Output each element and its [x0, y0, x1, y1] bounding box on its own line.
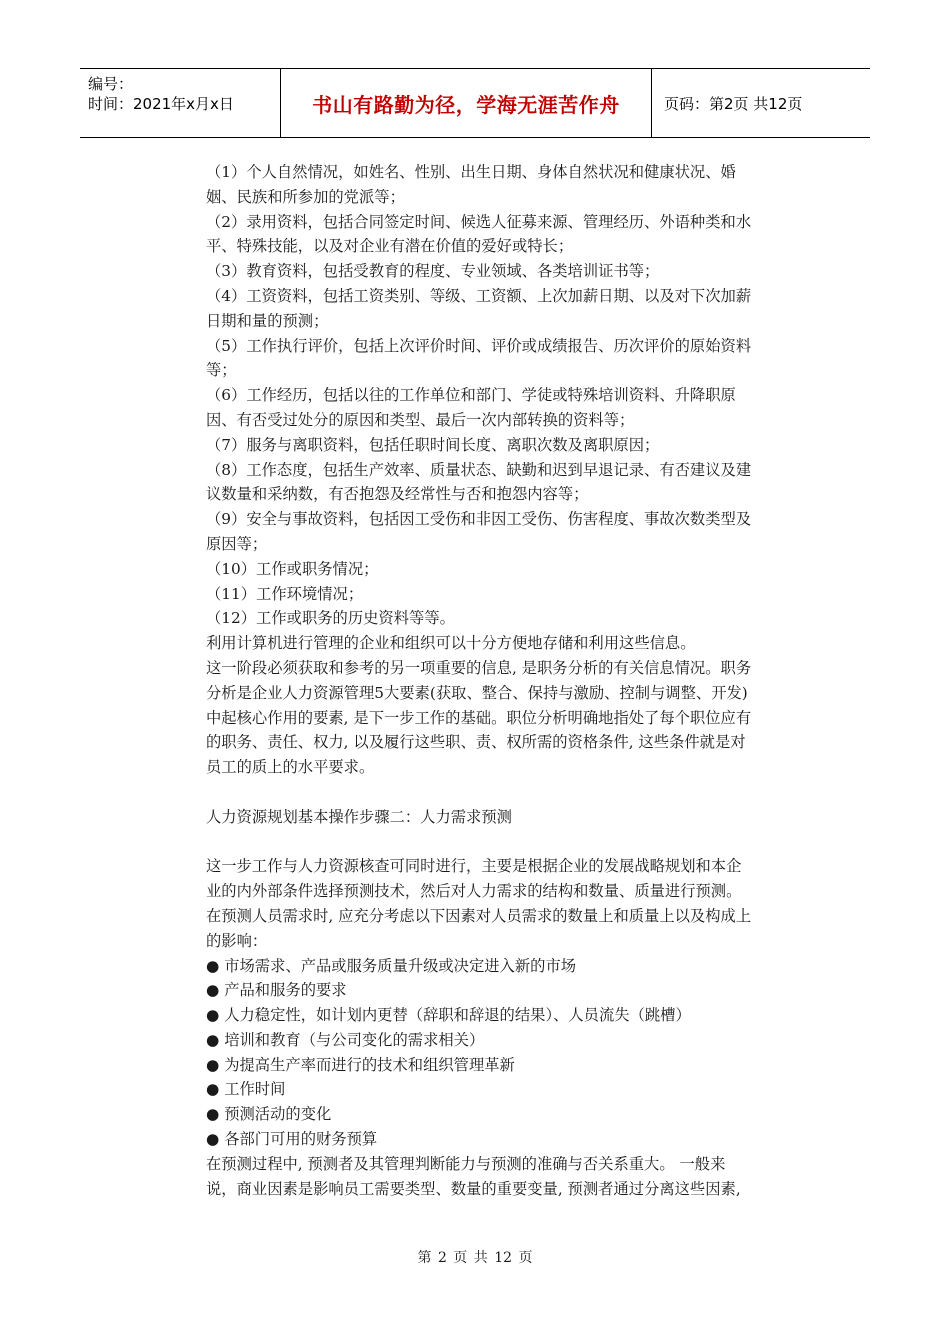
- text-line: 的影响：: [206, 931, 268, 950]
- bullet-line: ● 为提高生产率而进行的技术和组织管理革新: [206, 1055, 515, 1074]
- text-line: 说，商业因素是影响员工需要类型、数量的重要变量, 预测者通过分离这些因素,: [206, 1179, 741, 1198]
- text-line: 因、有否受过处分的原因和类型、最后一次内部转换的资料等；: [206, 410, 635, 429]
- text-line: 中起核心作用的要素, 是下一步工作的基础。职位分析明确地指处了每个职位应有: [206, 708, 752, 727]
- text-line: 日期和量的预测；: [206, 311, 329, 330]
- text-line: 在预测过程中, 预测者及其管理判断能力与预测的准确与否关系重大。 一般来: [206, 1154, 726, 1173]
- bullet-line: ● 市场需求、产品或服务质量升级或决定进入新的市场: [206, 956, 577, 975]
- blank-line: [206, 780, 806, 805]
- text-line: 等；: [206, 361, 237, 380]
- document-date: 时间：2021年x月x日: [88, 95, 234, 113]
- bullet-line: ● 产品和服务的要求: [206, 981, 347, 1000]
- text-line: （5）工作执行评价，包括上次评价时间、评价或成绩报告、历次评价的原始资料: [206, 336, 752, 355]
- text-line: 人力资源规划基本操作步骤二：人力需求预测: [206, 807, 512, 826]
- text-line: （1）个人自然情况，如姓名、性别、出生日期、身体自然状况和健康状况、婚: [206, 163, 736, 181]
- text-line: 原因等；: [206, 534, 268, 553]
- text-line: 这一阶段必须获取和参考的另一项重要的信息, 是职务分析的有关信息情况。职务: [206, 658, 752, 677]
- text-line: 员工的质上的水平要求。: [206, 758, 375, 777]
- bullet-line: ● 各部门可用的财务预算: [206, 1130, 378, 1149]
- text-line: （11）工作环境情况；: [206, 584, 364, 603]
- header-motto-cell: [281, 69, 652, 137]
- text-line: （2）录用资料，包括合同签定时间、候选人征募来源、管理经历、外语种类和水: [206, 212, 752, 231]
- text-line: （3）教育资料，包括受教育的程度、专业领域、各类培训证书等；: [206, 262, 660, 281]
- text-line: 的职务、责任、权力, 以及履行这些职、责、权所需的资格条件, 这些条件就是对: [206, 733, 746, 752]
- text-line: 这一步工作与人力资源核查可同时进行，主要是根据企业的发展战略规划和本企: [206, 857, 742, 876]
- text-line: 分析是企业人力资源管理5大要素(获取、整合、保持与激励、控制与调整、开发): [206, 683, 748, 702]
- bullet-line: ● 工作时间: [206, 1080, 286, 1099]
- document-body: [206, 160, 806, 1201]
- bullet-line: ● 培训和教育（与公司变化的需求相关）: [206, 1030, 485, 1049]
- text-line: 平、特殊技能，以及对企业有潜在价值的爱好或特长；: [206, 237, 574, 256]
- bullet-line: ● 人力稳定性，如计划内更替（辞职和辞退的结果）、人员流失（跳槽）: [206, 1006, 691, 1025]
- text-line: 业的内外部条件选择预测技术，然后对人力需求的结构和数量、质量进行预测。: [206, 882, 742, 901]
- text-line: 议数量和采纳数，有否抱怨及经常性与否和抱怨内容等；: [206, 485, 589, 504]
- text-line: 利用计算机进行管理的企业和组织可以十分方便地存储和利用这些信息。: [206, 634, 696, 653]
- document-number: 编号：: [88, 75, 134, 93]
- text-line: （10）工作或职务情况；: [206, 559, 379, 578]
- page-footer: 第 2 页 共 12 页: [417, 1250, 533, 1266]
- text-line: 在预测人员需求时, 应充分考虑以下因素对人员需求的数量上和质量上以及构成上: [206, 906, 752, 925]
- text-line: （9）安全与事故资料，包括因工受伤和非因工受伤、伤害程度、事故次数类型及: [206, 510, 752, 529]
- text-line: （4）工资资料，包括工资类别、等级、工资额、上次加薪日期、以及对下次加薪: [206, 286, 752, 305]
- text-line: （6）工作经历，包括以往的工作单位和部门、学徒或特殊培训资料、升降职原: [206, 386, 736, 405]
- header-motto: 书山有路勤为径，学海无涯苦作舟: [312, 92, 620, 117]
- header-page-cell: [652, 69, 870, 137]
- text-line: （12）工作或职务的历史资料等等。: [206, 609, 455, 628]
- text-line: （7）服务与离职资料，包括任职时间长度、离职次数及离职原因；: [206, 435, 660, 454]
- text-line: （8）工作态度，包括生产效率、质量状态、缺勤和迟到早退记录、有否建议及建: [206, 460, 752, 479]
- header-meta-cell: [80, 69, 281, 137]
- blank-line: [206, 830, 806, 855]
- text-line: 姻、民族和所参加的党派等；: [206, 187, 405, 206]
- bullet-line: ● 预测活动的变化: [206, 1105, 332, 1124]
- page-header: [80, 68, 870, 138]
- header-page-code: 页码：第2页 共12页: [664, 94, 803, 113]
